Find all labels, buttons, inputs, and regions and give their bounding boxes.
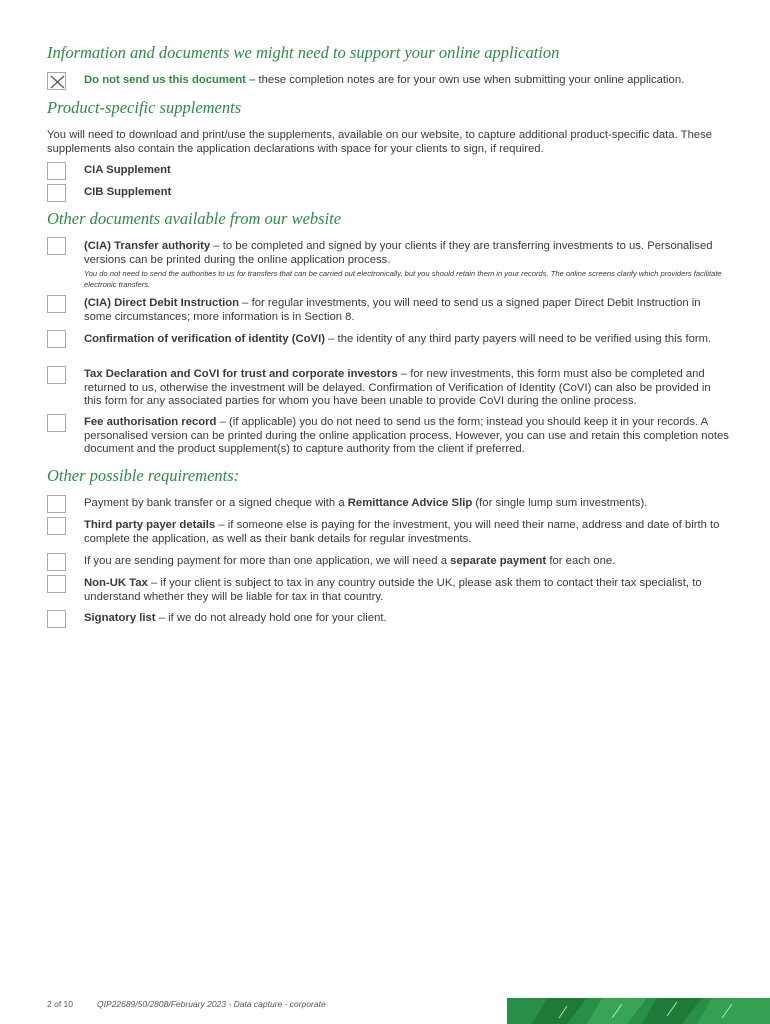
checkbox-fee-authorisation[interactable]	[47, 414, 66, 432]
checkbox-non-uk-tax[interactable]	[47, 575, 66, 593]
req-third-party: Third party payer details – if someone else is paying for the investment, you will need their name, address and date of birth to complete the application, as well as their bank details for regular investments.	[84, 519, 720, 545]
notice-rest: these completion notes are for your own use when submitting your online application.	[255, 74, 685, 86]
checkbox-direct-debit[interactable]	[47, 295, 66, 313]
doc-fee-authorisation: Fee authorisation record – (if applicable) you do not need to send us the form; instead you should keep it in your records. A personalised version can be printed during the online application process. However, you can use and retain this completion notes document and the product supplement(s) to capture authority from the client if preferred.	[84, 416, 729, 455]
doc-tax-declaration: Tax Declaration and CoVI for trust and corporate investors – for new investments, this form must also be completed and returned to us, otherwise the investment will be delayed. Confirmation of Verification of Identity (CoVI) can also be provided in this form for any associated parties for whom you have been unable to provide CoVI during the online process.	[84, 368, 711, 407]
doc-covi: Confirmation of verification of identity (CoVI) – the identity of any third party payers will need to be verified using this form.	[84, 333, 712, 345]
section-heading-other-docs: Other documents available from our website	[47, 209, 342, 228]
document-code: QIP22689/50/2808/February 2023 - Data capture - corporate	[97, 999, 326, 1009]
section-heading-other-reqs: Other possible requirements:	[47, 466, 240, 485]
req-signatory-list: Signatory list – if we do not already hold one for your client.	[84, 612, 387, 624]
decorative-green-pattern-icon	[507, 998, 770, 1024]
cib-supplement-label: CIB Supplement	[84, 186, 172, 198]
checkbox-separate-payment[interactable]	[47, 553, 66, 571]
supplements-intro: You will need to download and print/use the supplements, available on our website, to capture additional product-specific data. These supplements also contain the application declarations with space for your clients to sign, if required.	[47, 129, 713, 155]
checkbox-signatory-list[interactable]	[47, 610, 66, 628]
checkbox-covi[interactable]	[47, 330, 66, 348]
cia-supplement-label: CIA Supplement	[84, 164, 171, 176]
notice-bold: Do not send us this document –	[84, 74, 256, 86]
doc-transfer-authority: (CIA) Transfer authority – to be completed and signed by your clients if they are transferring investments to us. Personalised versions can be printed during the online application process. You do not need to send the authorities to us for transfers that can be carried out electronically, but you should retain them in your records. The online screens clarify which providers facilitate electronic transfers.	[84, 240, 729, 290]
checkbox-transfer-authority[interactable]	[47, 237, 66, 255]
page-number: 2 of 10	[47, 999, 73, 1009]
checkbox-cia-supplement[interactable]	[47, 162, 66, 180]
req-non-uk-tax: Non-UK Tax – if your client is subject to tax in any country outside the UK, please ask them to contact their tax specialist, to understand whether they will be liable for tax in that country.	[84, 577, 702, 603]
req-remittance: Payment by bank transfer or a signed cheque with a Remittance Advice Slip (for single lump sum investments).	[84, 497, 648, 509]
checkbox-do-not-send[interactable]	[47, 72, 66, 90]
transfer-authority-note: You do not need to send the authorities to us for transfers that can be carried out electronically, but you should retain them in your records. The online screens clarify which providers facilitate electronic transfers.	[84, 269, 722, 289]
notice-text	[84, 74, 729, 88]
checkbox-tax-declaration[interactable]	[47, 366, 66, 384]
doc-direct-debit: (CIA) Direct Debit Instruction – for regular investments, you will need to send us a signed paper Direct Debit Instruction in some circumstances; more information is in Section 8.	[84, 297, 701, 323]
section-heading-supplements: Product-specific supplements	[47, 98, 242, 117]
checkbox-third-party[interactable]	[47, 517, 66, 535]
checkbox-cib-supplement[interactable]	[47, 184, 66, 202]
req-separate-payment: If you are sending payment for more than one application, we will need a separate payment for each one.	[84, 555, 616, 567]
section-heading-info-docs: Information and documents we might need to support your online application	[47, 43, 560, 62]
checkbox-remittance[interactable]	[47, 495, 66, 513]
cross-icon	[48, 73, 67, 91]
